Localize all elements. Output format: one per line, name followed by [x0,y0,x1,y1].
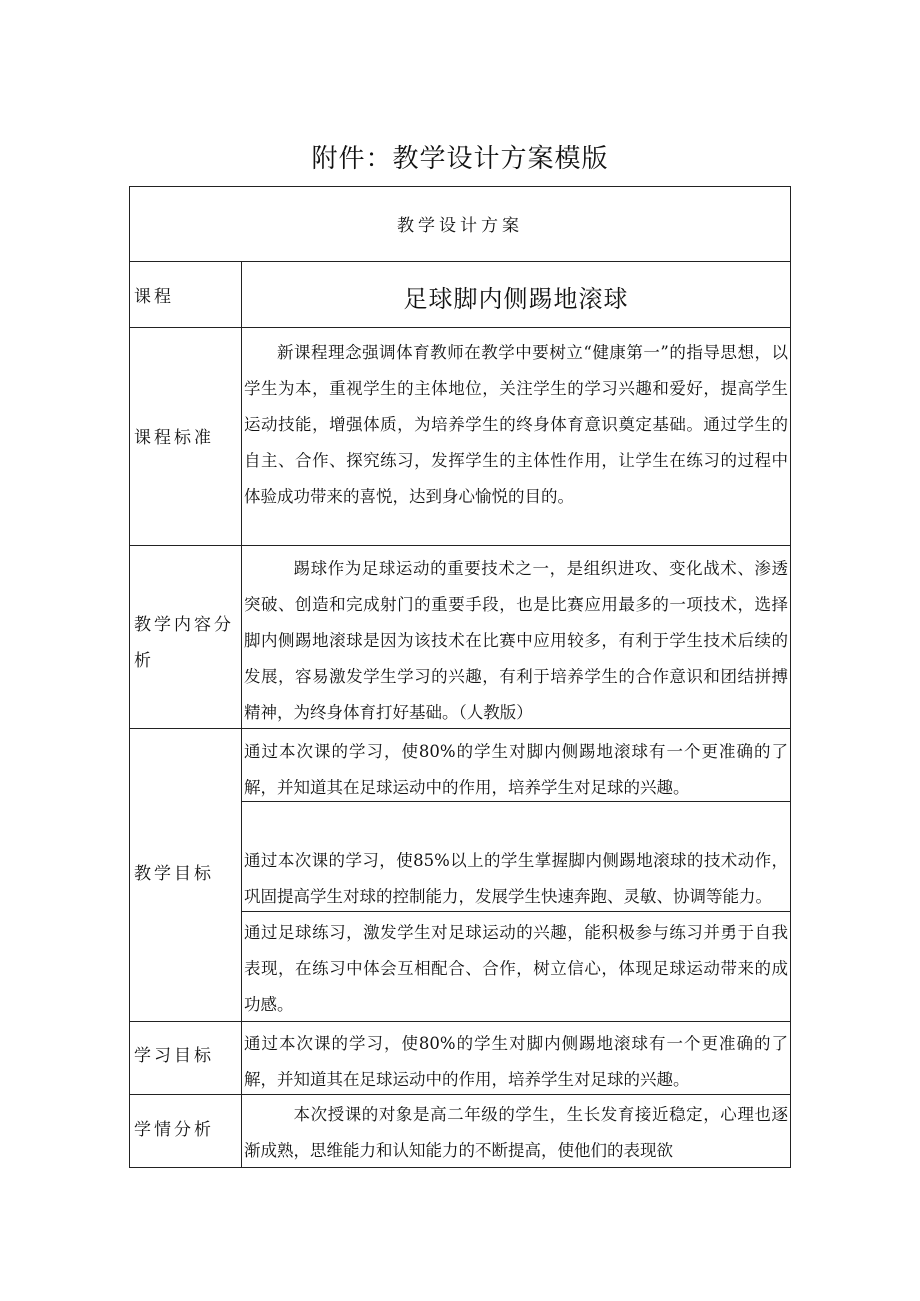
course-value: 足球脚内侧踢地滚球 [403,285,629,313]
table-header: 教学设计方案 [397,216,523,236]
teaching-goal-2: 通过本次课的学习，使85%以上的学生掌握脚内侧踢地滚球的技术动作，巩固提高学生对球的控制能力，发展学生快速奔跑、灵敏、协调等能力。 [244,851,788,906]
content-analysis-text: 踢球作为足球运动的重要技术之一，是组织进攻、变化战术、渗透突破、创造和完成射门的重要手段，也是比赛应用最多的一项技术，选择脚内侧踢地滚球是因为该技术在比赛中应用较多，有利于学生技术后续的发展，容易激发学生学习的兴趣，有利于培养学生的合作意识和团结拼搏精神，为终身体育打好基础。（人教版） [244,559,788,722]
design-table [129,186,791,1168]
document-title: 附件：教学设计方案模版 [311,144,609,174]
standard-label: 课程标准 [134,428,214,448]
teaching-goals-label: 教学目标 [134,864,214,884]
row-divider [130,545,790,546]
standard-text: 新课程理念强调体育教师在教学中要树立“健康第一”的指导思想，以学生为本，重视学生的主体地位，关注学生的学习兴趣和爱好，提高学生运动技能，增强体质，为培养学生的终身体育意识奠定基础。通过学生的自主、合作、探究练习，发挥学生的主体性作用，让学生在练习的过程中体验成功带来的喜悦，达到身心愉悦的目的。 [244,343,788,506]
teaching-goal-1: 通过本次课的学习，使80%的学生对脚内侧踢地滚球有一个更准确的了解，并知道其在足球运动中的作用，培养学生对足球的兴趣。 [244,742,788,797]
learning-goals-text: 通过本次课的学习，使80%的学生对脚内侧踢地滚球有一个更准确的了解，并知道其在足球运动中的作用，培养学生对足球的兴趣。 [244,1034,788,1089]
learner-analysis-text: 本次授课的对象是高二年级的学生，生长发育接近稳定，心理也逐渐成熟，思维能力和认知能力的不断提高，使他们的表现欲 [244,1105,788,1160]
row-divider [130,261,790,262]
row-divider [130,327,790,328]
content-analysis-label: 教学内容分析 [134,615,234,671]
teaching-goal-3: 通过足球练习，激发学生对足球运动的兴趣，能积极参与练习并勇于自我表现，在练习中体会互相配合、合作，树立信心，体现足球运动带来的成功感。 [244,923,788,1014]
learner-analysis-label: 学情分析 [134,1120,214,1140]
learning-goals-label: 学习目标 [134,1046,214,1066]
course-label: 课程 [134,287,174,307]
